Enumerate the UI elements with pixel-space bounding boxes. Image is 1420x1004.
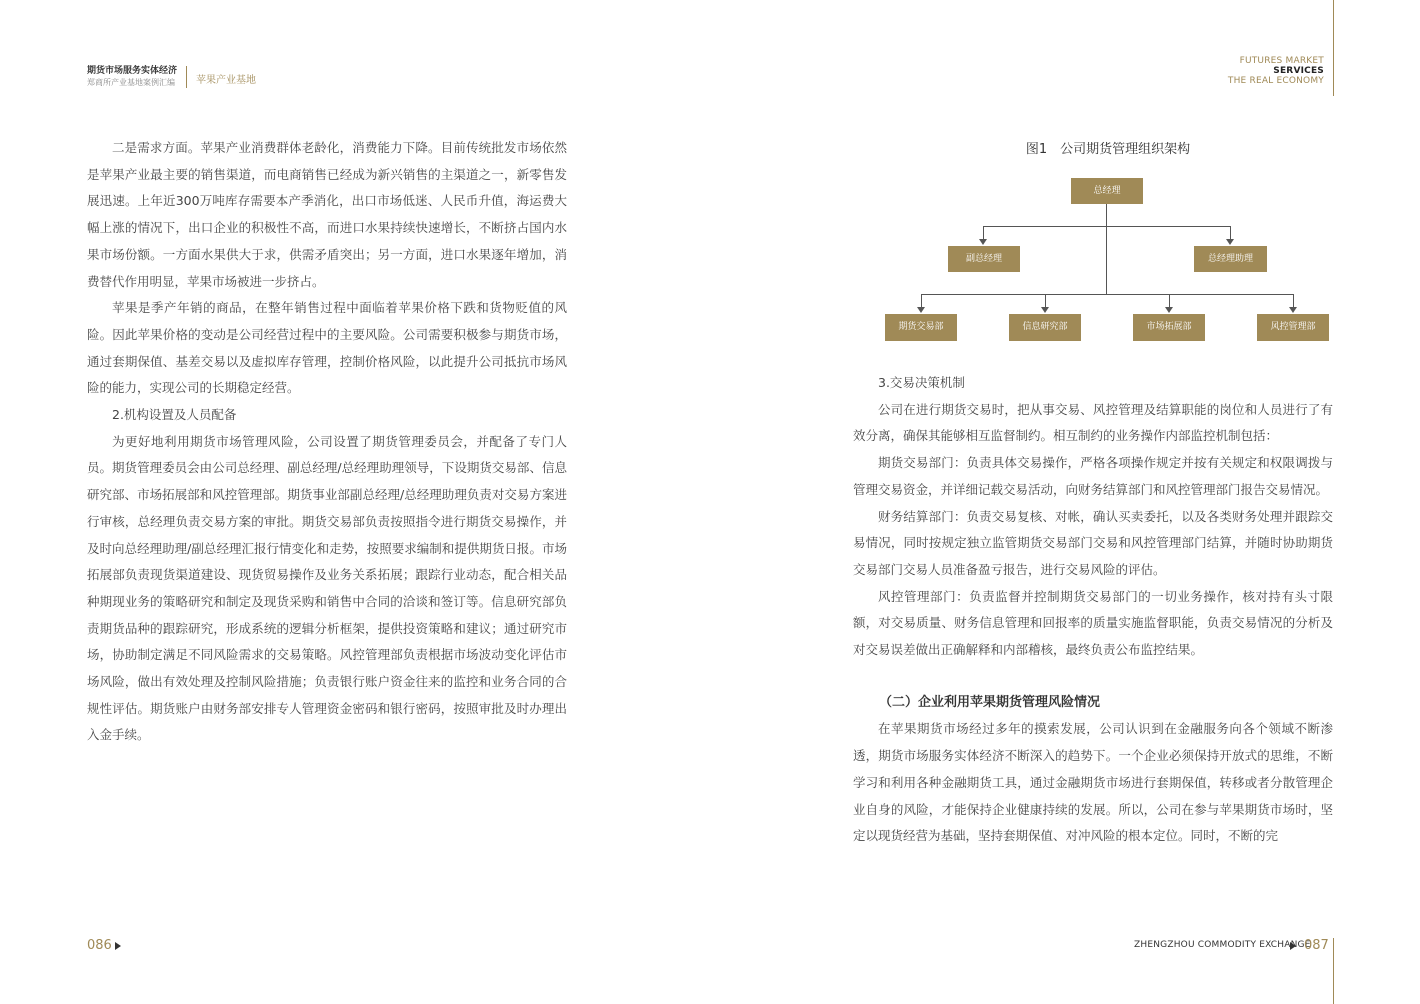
connector-line	[983, 226, 984, 240]
triangle-right-icon	[1290, 942, 1296, 950]
paragraph: 苹果是季产年销的商品，在整年销售过程中面临着苹果价格下跌和货物贬值的风险。因此苹果价格的变动是公司经营过程中的主要风险。公司需要积极参与期货市场，通过套期保值、基差交易以及虚拟库存管理，控制价格风险，以此提升公司抵抗市场风险的能力，实现公司的长期稳定经营。	[87, 300, 567, 396]
arrow-icon	[1289, 307, 1297, 313]
footer-exchange-name: ZHENGZHOU COMMODITY EXCHANGE	[1134, 940, 1311, 950]
paragraph: 在苹果期货市场经过多年的摸索发展，公司认识到在金融服务向各个领域不断渗透，期货市场服务实体经济不断深入的趋势下。一个企业必须保持开放式的思维，不断学习和利用各种金融期货工具，通过金融期货市场进行套期保值，转移或者分散管理企业自身的风险，才能保持企业健康持续的发展。所以，公司在参与苹果期货市场时，坚定以现货经营为基础，坚持套期保值、对冲风险的根本定位。同时，不断的完	[853, 721, 1333, 844]
arrow-icon	[917, 307, 925, 313]
org-node-level2: 总经理助理	[1194, 246, 1267, 272]
section-heading: （二）企业利用苹果期货管理风险情况	[879, 694, 1101, 710]
header-line-1: FUTURES MARKET	[1239, 56, 1324, 66]
paragraph: 期货交易部门：负责具体交易操作，严格各项操作规定并按有关规定和权限调拨与管理交易资金，并详细记载交易活动，向财务结算部门和风控管理部门报告交易情况。	[853, 455, 1333, 497]
org-node-level3: 风控管理部	[1257, 314, 1329, 341]
book-subtitle: 郑商所产业基地案例汇编	[87, 78, 175, 87]
header-divider	[186, 66, 187, 88]
running-header-right	[1228, 56, 1324, 86]
subheading: 3.交易决策机制	[878, 375, 965, 390]
connector-line	[921, 294, 1294, 295]
page-number-right: 087	[1304, 938, 1329, 953]
org-node-level2: 副总经理	[948, 246, 1020, 272]
header-line-2: SERVICES	[1273, 66, 1324, 76]
connector-line	[983, 226, 1231, 227]
running-header-left	[87, 66, 177, 88]
connector-line	[1230, 226, 1231, 240]
left-page-body	[87, 135, 567, 749]
org-node-level3: 期货交易部	[885, 314, 957, 341]
book-title: 期货市场服务实体经济	[87, 66, 178, 76]
paragraph: 财务结算部门：负责交易复核、对帐，确认买卖委托，以及各类财务处理并跟踪交易情况，同时按规定独立监管期货交易部门交易和风控管理部门结算，并随时协助期货交易部门交易人员准备盈亏报告，进行交易风险的评估。	[853, 508, 1333, 577]
header-line-3: THE REAL ECONOMY	[1227, 76, 1324, 86]
paragraph: 二是需求方面。苹果产业消费群体老龄化，消费能力下降。目前传统批发市场依然是苹果产业最主要的销售渠道，而电商销售已经成为新兴销售的主渠道之一，新零售发展迅速。上年近300万吨库存需要本产季消化，出口市场低迷、人民币升值，海运费大幅上涨的情况下，出口企业的积极性不高，而进口水果持续快速增长，不断挤占国内水果市场份额。一方面水果供大于求，供需矛盾突出；另一方面，进口水果逐年增加，消费替代作用明显，苹果市场被进一步挤占。	[87, 140, 567, 289]
connector-line	[1106, 204, 1107, 294]
connector-line	[1293, 294, 1294, 308]
arrow-icon	[1226, 239, 1234, 245]
edge-rule-bottom	[1333, 938, 1334, 1004]
paragraph: 为更好地利用期货市场管理风险，公司设置了期货管理委员会，并配备了专门人员。期货管理委员会由公司总经理、副总经理/总经理助理领导，下设期货交易部、信息研究部、市场拓展部和风控管理部。期货事业部副总经理/总经理助理负责对交易方案进行审核，总经理负责交易方案的审批。期货交易部负责按照指令进行期货交易操作，并及时向总经理助理/副总经理汇报行情变化和走势，按照要求编制和提供期货日报。市场拓展部负责现货渠道建设、现货贸易操作及业务关系拓展；跟踪行业动态，配合相关品种期现业务的策略研究和制定及现货采购和销售中合同的洽谈和签订等。信息研究部负责期货品种的跟踪研究，形成系统的逻辑分析框架，提供投资策略和建议；通过研究市场，协助制定满足不同风险需求的交易策略。风控管理部负责根据市场波动变化评估市场风险，做出有效处理及控制风险措施；负责银行账户资金往来的监控和业务合同的合规性评估。期货账户由财务部安排专人管理资金密码和银行密码，按照审批及时办理出入金手续。	[87, 433, 567, 743]
connector-line	[1169, 294, 1170, 308]
subheading: 2.机构设置及人员配备	[112, 407, 237, 423]
org-node-level3: 市场拓展部	[1133, 314, 1205, 341]
arrow-icon	[1165, 307, 1173, 313]
triangle-right-icon	[115, 942, 121, 950]
page-number-left: 086	[87, 938, 112, 953]
connector-line	[1045, 294, 1046, 308]
org-node-level3: 信息研究部	[1009, 314, 1081, 341]
section-tag: 苹果产业基地	[196, 75, 256, 86]
connector-line	[921, 294, 922, 308]
arrow-icon	[979, 239, 987, 245]
org-node-top: 总经理	[1071, 178, 1143, 204]
arrow-icon	[1041, 307, 1049, 313]
paragraph: 风控管理部门：负责监督并控制期货交易部门的一切业务操作，核对持有头寸限额，对交易质量、财务信息管理和回报率的质量实施监督职能，负责交易情况的分析及对交易误差做出正确解释和内部稽核，最终负责公布监控结果。	[853, 588, 1333, 658]
right-page-body	[853, 370, 1333, 850]
paragraph: 公司在进行期货交易时，把从事交易、风控管理及结算职能的岗位和人员进行了有效分离，确保其能够相互监督制约。相互制约的业务操作内部监控机制包括：	[853, 401, 1333, 444]
figure-title: 图1 公司期货管理组织架构	[1025, 142, 1191, 157]
edge-rule-top	[1333, 0, 1334, 96]
